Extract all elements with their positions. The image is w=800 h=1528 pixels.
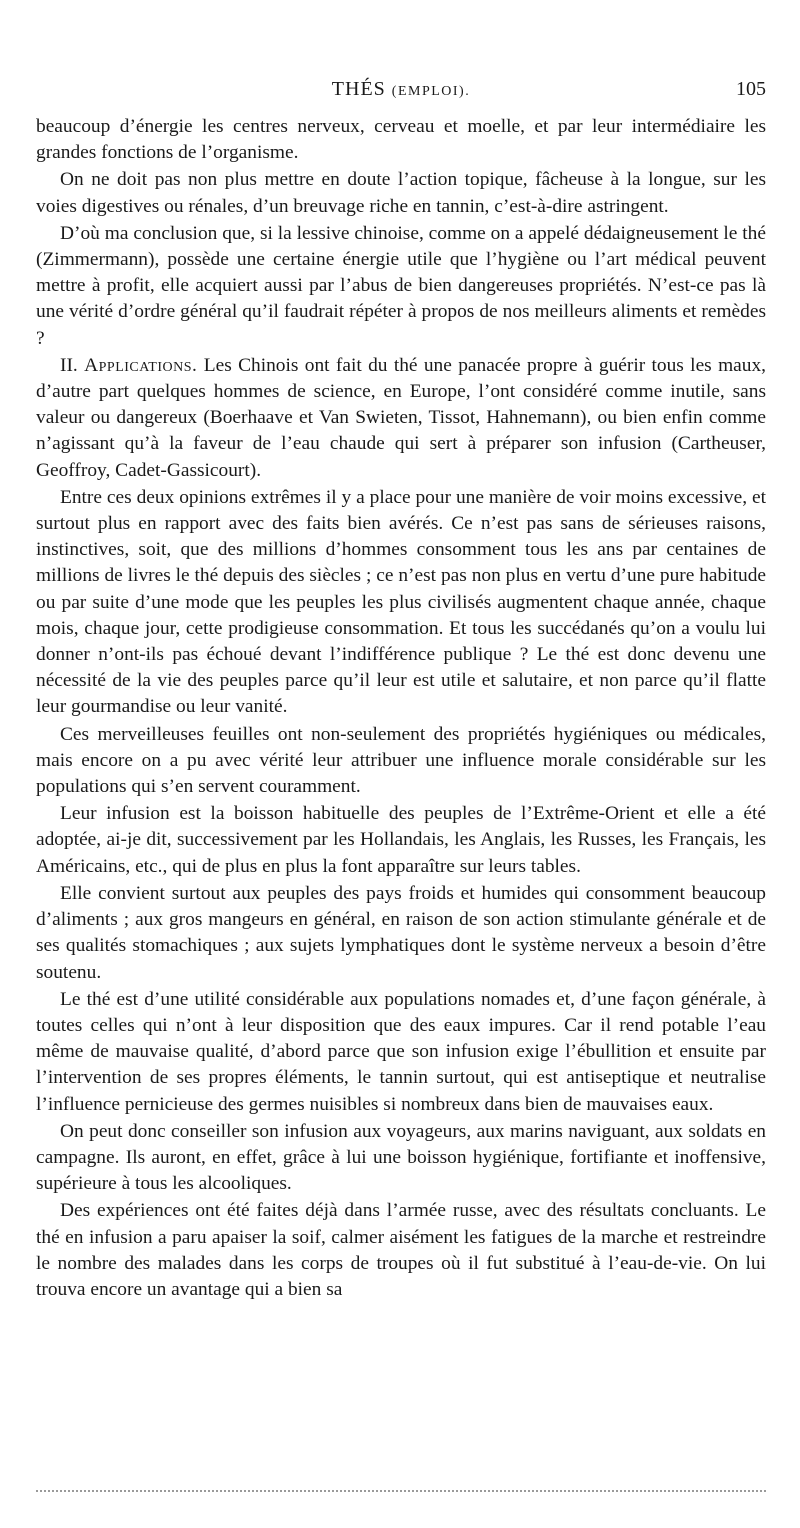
paragraph-1: beaucoup d’énergie les centres nerveux, cerveau et moelle, et par leur intermédiaire les grandes fonctions de l’organisme. bbox=[36, 116, 766, 164]
bottom-bleed-through-rule bbox=[36, 1490, 766, 1492]
paragraph-2: On ne doit pas non plus mettre en doute l’action topique, fâcheuse à la longue, sur les voies digestives ou rénales, d’un breuvage riche en tannin, c’est-à-dire astringent. bbox=[36, 169, 766, 217]
section-heading: Applications. bbox=[84, 354, 198, 376]
paragraph-4-text: Les Chinois ont fait du thé une panacée propre à guérir tous les maux, d’autre part quelques hommes de science, en Europe, l’ont considéré comme inutile, sans valeur ou dangereux (Boerhaave et Van Swieten, Tissot, Hahnemann), ou bien enfin comme n’agissant qu’à la faveur de l’eau chaude qui sert à préparer son infusion (Cartheuser, Geoffroy, Cadet-Gassicourt). bbox=[36, 354, 766, 481]
paragraph-8: Elle convient surtout aux peuples des pays froids et humides qui consomment beaucoup d’aliments ; aux gros mangeurs en général, en raison de son action stimulante générale et de ses qualités stomachiques ; aux sujets lymphatiques dont le système nerveux a besoin d’être soutenu. bbox=[36, 882, 766, 983]
section-number: II. bbox=[60, 354, 78, 376]
paragraph-3: D’où ma conclusion que, si la lessive chinoise, comme on a appelé dédaigneusement le thé (Zimmermann), possède une certaine énergie utile que l’hygiène ou l’art médical peuvent mettre à profit, elle acquiert aussi par l’abus de bien dangereuses propriétés. N’est-ce pas là une vérité d’ordre général qu’il faudrait répéter à propos de nos meilleurs aliments et remèdes ? bbox=[36, 222, 766, 349]
paragraph-10: On peut donc conseiller son infusion aux voyageurs, aux marins naviguant, aux soldats en campagne. Ils auront, en effet, grâce à lui une boisson hygiénique, fortifiante et inoffensive, supérieure à tous les alcooliques. bbox=[36, 1120, 766, 1195]
running-header bbox=[36, 78, 766, 108]
paragraph-5: Entre ces deux opinions extrêmes il y a place pour une manière de voir moins excessive, et surtout plus en rapport avec des faits bien avérés. Ce n’est pas sans de sérieuses raisons, instinctives, soit, que des millions d’hommes consomment tous les ans par centaines de millions de livres le thé depuis des siècles ; ce n’est pas non plus en vertu d’une pure habitude ou par suite d’une mode que les peuples les plus civilisés augmentent chaque année, chaque mois, chaque jour, cette prodigieuse consommation. Et tous les succédanés qu’on a voulu lui donner n’ont-ils pas échoué devant l’indifférence publique ? Le thé est donc devenu une nécessité de la vie des peuples parce qu’il leur est utile et salutaire, et non parce qu’il flatte leur gourmandise ou leur vanité. bbox=[36, 486, 766, 718]
running-title bbox=[36, 78, 766, 101]
paragraph-applications bbox=[36, 353, 766, 484]
paragraph-7: Leur infusion est la boisson habituelle des peuples de l’Extrême-Orient et elle a été adoptée, ai-je dit, successivement par les Hollandais, les Anglais, les Russes, les Français, les Américains, etc., qui de plus en plus la font apparaître sur leurs tables. bbox=[36, 803, 766, 877]
running-title-main: THÉS bbox=[331, 78, 386, 100]
paragraph-6: Ces merveilleuses feuilles ont non-seulement des propriétés hygiéniques ou médicales, mais encore on a pu avec vérité leur attribuer une influence morale considérable sur les populations qui s’en servent couramment. bbox=[36, 723, 766, 798]
page-number: 105 bbox=[736, 78, 766, 100]
paragraph-11: Des expériences ont été faites déjà dans l’armée russe, avec des résultats concluants. Le thé en infusion a paru apaiser la soif, calmer aisément les fatigues de la marche et restreindre le nombre des malades dans les corps de troupes où il fut substitué à l’eau-de-vie. On lui trouva encore un avantage qui a bien sa bbox=[36, 1200, 766, 1300]
body-text bbox=[36, 114, 766, 1303]
running-title-sub: (EMPLOI). bbox=[391, 84, 471, 99]
paragraph-9: Le thé est d’une utilité considérable aux populations nomades et, d’une façon générale, à toutes celles qui n’ont à leur disposition que des eaux impures. Car il rend potable l’eau même de mauvaise qualité, d’abord parce que son infusion exige l’ébullition et ensuite par l’intervention de ses propres éléments, le tannin surtout, qui est antiseptique et neutralise l’influence pernicieuse des germes nuisibles si nombreux dans bien de mauvaises eaux. bbox=[36, 988, 766, 1115]
